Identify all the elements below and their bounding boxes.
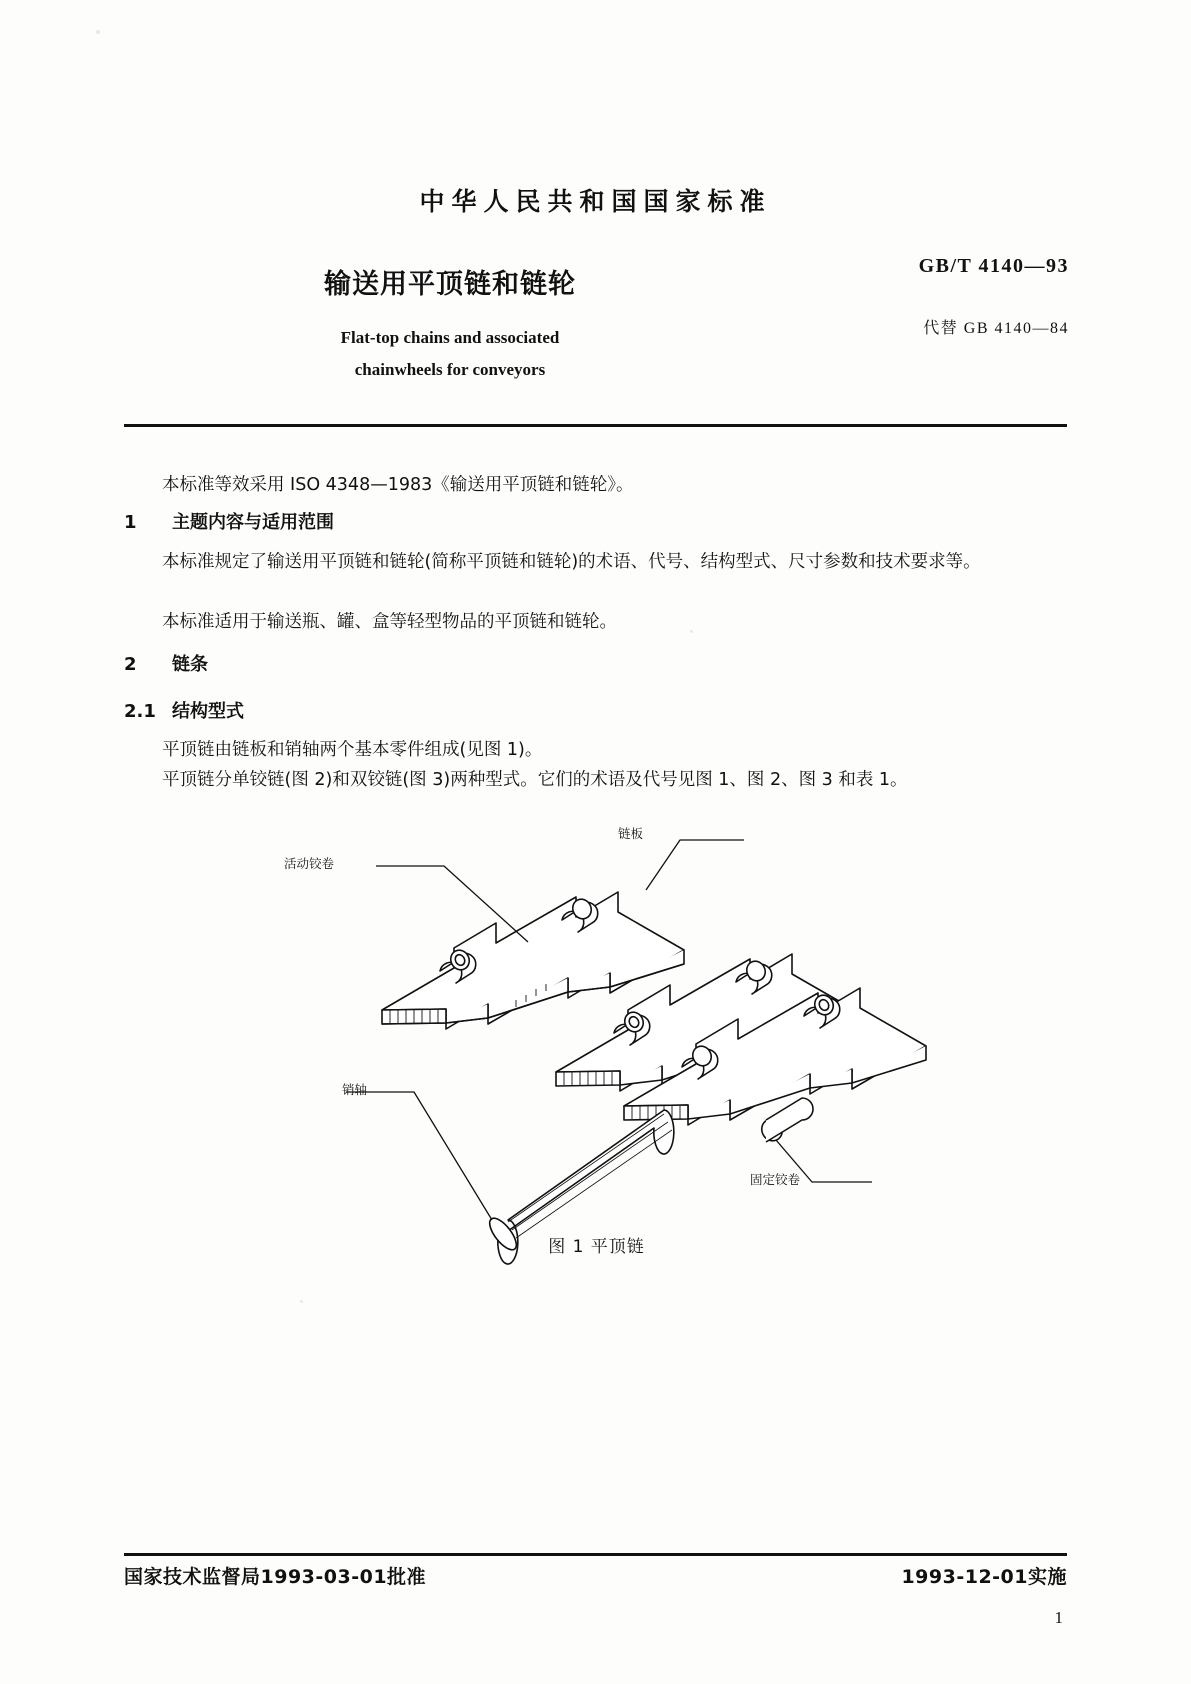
section-1-heading xyxy=(124,508,334,534)
header-divider xyxy=(124,424,1067,427)
standard-number: GB/T 4140—93 xyxy=(918,255,1069,277)
hinge-barrel-fixed xyxy=(758,1098,813,1144)
footer-approval: 国家技术监督局1993-03-01批准 xyxy=(124,1566,427,1588)
section-1-paragraph-1: 本标准规定了输送用平顶链和链轮(简称平顶链和链轮)的术语、代号、结构型式、尺寸参数和技术要求等。 xyxy=(162,552,981,572)
figure-1-caption: 图 1 平顶链 xyxy=(548,1237,645,1257)
document-title-english-line2: chainwheels for conveyors xyxy=(354,360,546,379)
section-2-1-title: 结构型式 xyxy=(172,701,244,722)
footer-divider xyxy=(124,1553,1067,1556)
section-2-1-paragraph-2: 平顶链分单铰链(图 2)和双铰链(图 3)两种型式。它们的术语及代号见图 1、图 2、图 3 和表 1。 xyxy=(162,770,908,790)
section-1-number: 1 xyxy=(124,512,137,533)
section-1-paragraph-2: 本标准适用于输送瓶、罐、盒等轻型物品的平顶链和链轮。 xyxy=(162,612,617,632)
section-2-title: 链条 xyxy=(172,654,208,675)
national-standard-header: 中华人民共和国国家标准 xyxy=(419,187,772,216)
standard-replaces: 代替 GB 4140—84 xyxy=(923,320,1069,337)
document-title-english-line1: Flat-top chains and associated xyxy=(340,328,560,347)
section-2-1-number: 2.1 xyxy=(124,701,156,722)
section-2-heading xyxy=(124,650,208,676)
intro-paragraph: 本标准等效采用 ISO 4348—1983《输送用平顶链和链轮》。 xyxy=(162,475,634,495)
section-2-1-heading xyxy=(124,697,244,723)
flat-top-chain-drawing xyxy=(124,810,1069,1290)
page-number: 1 xyxy=(1054,1608,1063,1627)
section-1-title: 主题内容与适用范围 xyxy=(172,512,334,533)
callout-movable-hinge: 活动铰卷 xyxy=(284,856,335,871)
scan-speckle xyxy=(96,30,100,34)
callout-chain-plate: 链板 xyxy=(618,826,644,841)
callout-pin: 销轴 xyxy=(342,1082,368,1097)
section-2-1-paragraph-1: 平顶链由链板和销轴两个基本零件组成(见图 1)。 xyxy=(162,740,543,760)
callout-fixed-hinge: 固定铰卷 xyxy=(750,1172,801,1187)
footer-implementation: 1993-12-01实施 xyxy=(901,1566,1067,1588)
section-2-number: 2 xyxy=(124,654,137,675)
document-title-chinese: 输送用平顶链和链轮 xyxy=(324,269,576,300)
document-title-english xyxy=(130,322,770,386)
